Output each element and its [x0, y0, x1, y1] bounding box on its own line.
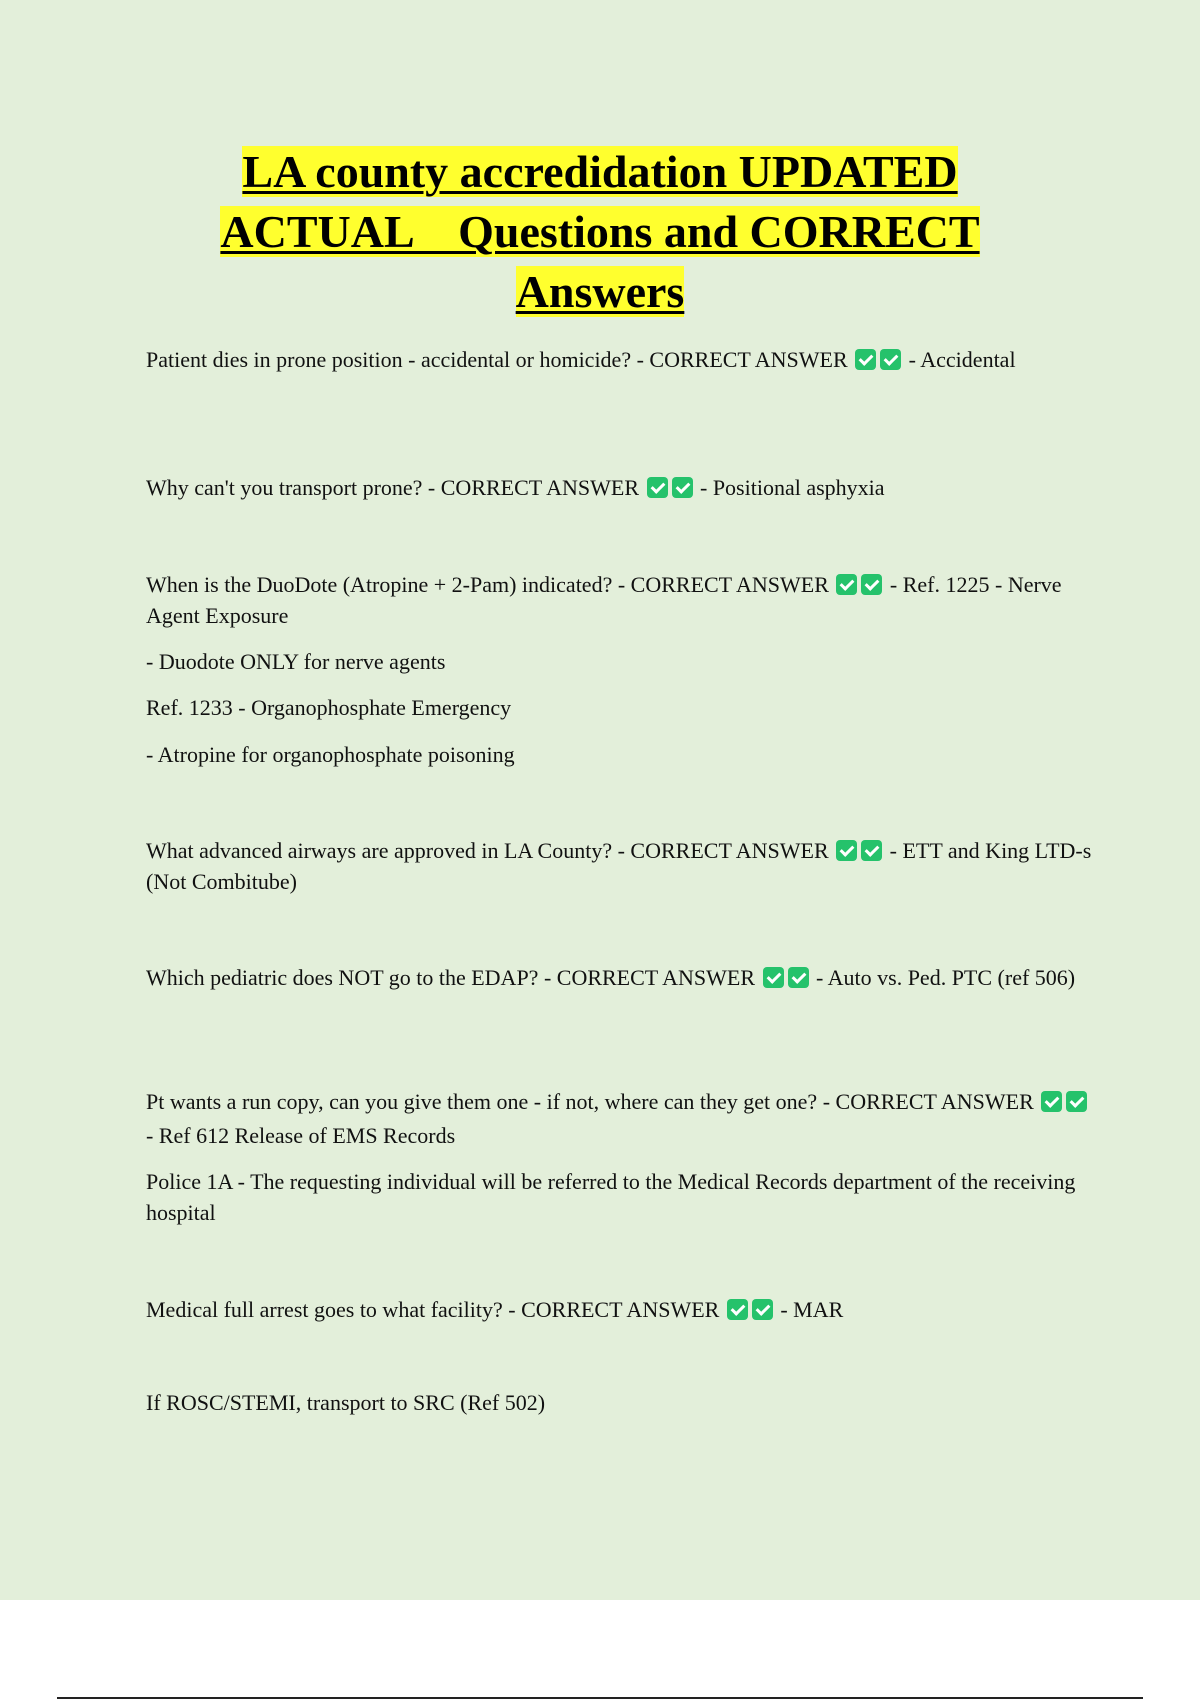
check-mark-icon — [727, 1299, 748, 1320]
qa-item-6 — [146, 1085, 1096, 1153]
check-mark-icon — [855, 349, 876, 370]
note-line: - Duodote ONLY for nerve agents — [146, 649, 446, 674]
question-text: Why can't you transport prone? - CORRECT ANSWER — [146, 475, 639, 500]
check-mark-icon — [672, 477, 693, 498]
check-mark-icon — [861, 574, 882, 595]
qa-item-8: If ROSC/STEMI, transport to SRC (Ref 502) — [146, 1390, 546, 1415]
qa-item-5 — [146, 962, 1096, 993]
question-text: When is the DuoDote (Atropine + 2-Pam) indicated? - CORRECT ANSWER — [146, 572, 829, 597]
title-line-2: ACTUAL Questions and CORRECT — [220, 206, 980, 257]
answer-text: - Accidental — [908, 347, 1016, 372]
answer-text: - Ref. 1225 - Nerve Agent Exposure — [146, 572, 1062, 628]
answer-text: - Ref 612 Release of EMS Records — [146, 1123, 456, 1148]
check-mark-icon — [1066, 1091, 1087, 1112]
check-mark-icon — [788, 967, 809, 988]
note-line: - Atropine for organophosphate poisoning — [146, 742, 515, 767]
check-mark-icon — [647, 477, 668, 498]
note-line: Police 1A - The requesting individual will be referred to the Medical Records department of the receiving hospital — [146, 1169, 1076, 1225]
qa-item-2 — [146, 472, 1096, 503]
answer-text: - Positional asphyxia — [700, 475, 885, 500]
question-text: Pt wants a run copy, can you give them one - if not, where can they get one? - CORRECT ANSWER — [146, 1089, 1034, 1114]
question-text: Medical full arrest goes to what facility? - CORRECT ANSWER — [146, 1297, 720, 1322]
check-mark-icon — [880, 349, 901, 370]
question-text: Patient dies in prone position - accidental or homicide? - CORRECT ANSWER — [146, 347, 848, 372]
qa-item-3 — [146, 569, 1096, 631]
check-mark-icon — [763, 967, 784, 988]
qa-item-7 — [146, 1294, 1096, 1325]
check-mark-icon — [861, 840, 882, 861]
answer-text: - MAR — [780, 1297, 844, 1322]
check-mark-icon — [836, 840, 857, 861]
title-line-1: LA county accredidation UPDATED — [242, 146, 958, 197]
qa-item-4 — [146, 835, 1096, 897]
document-title — [0, 142, 1200, 322]
check-mark-icon — [752, 1299, 773, 1320]
footer-divider — [57, 1697, 1143, 1699]
note-line: Ref. 1233 - Organophosphate Emergency — [146, 695, 512, 720]
answer-text: - Auto vs. Ped. PTC (ref 506) — [816, 965, 1076, 990]
qa-item-1 — [146, 344, 1096, 375]
check-mark-icon — [1041, 1091, 1062, 1112]
question-text: What advanced airways are approved in LA County? - CORRECT ANSWER — [146, 838, 829, 863]
question-text: Which pediatric does NOT go to the EDAP? - CORRECT ANSWER — [146, 965, 756, 990]
title-line-3: Answers — [515, 266, 685, 317]
answer-text: - ETT and King LTD-s (Not Combitube) — [146, 838, 1092, 894]
check-mark-icon — [836, 574, 857, 595]
